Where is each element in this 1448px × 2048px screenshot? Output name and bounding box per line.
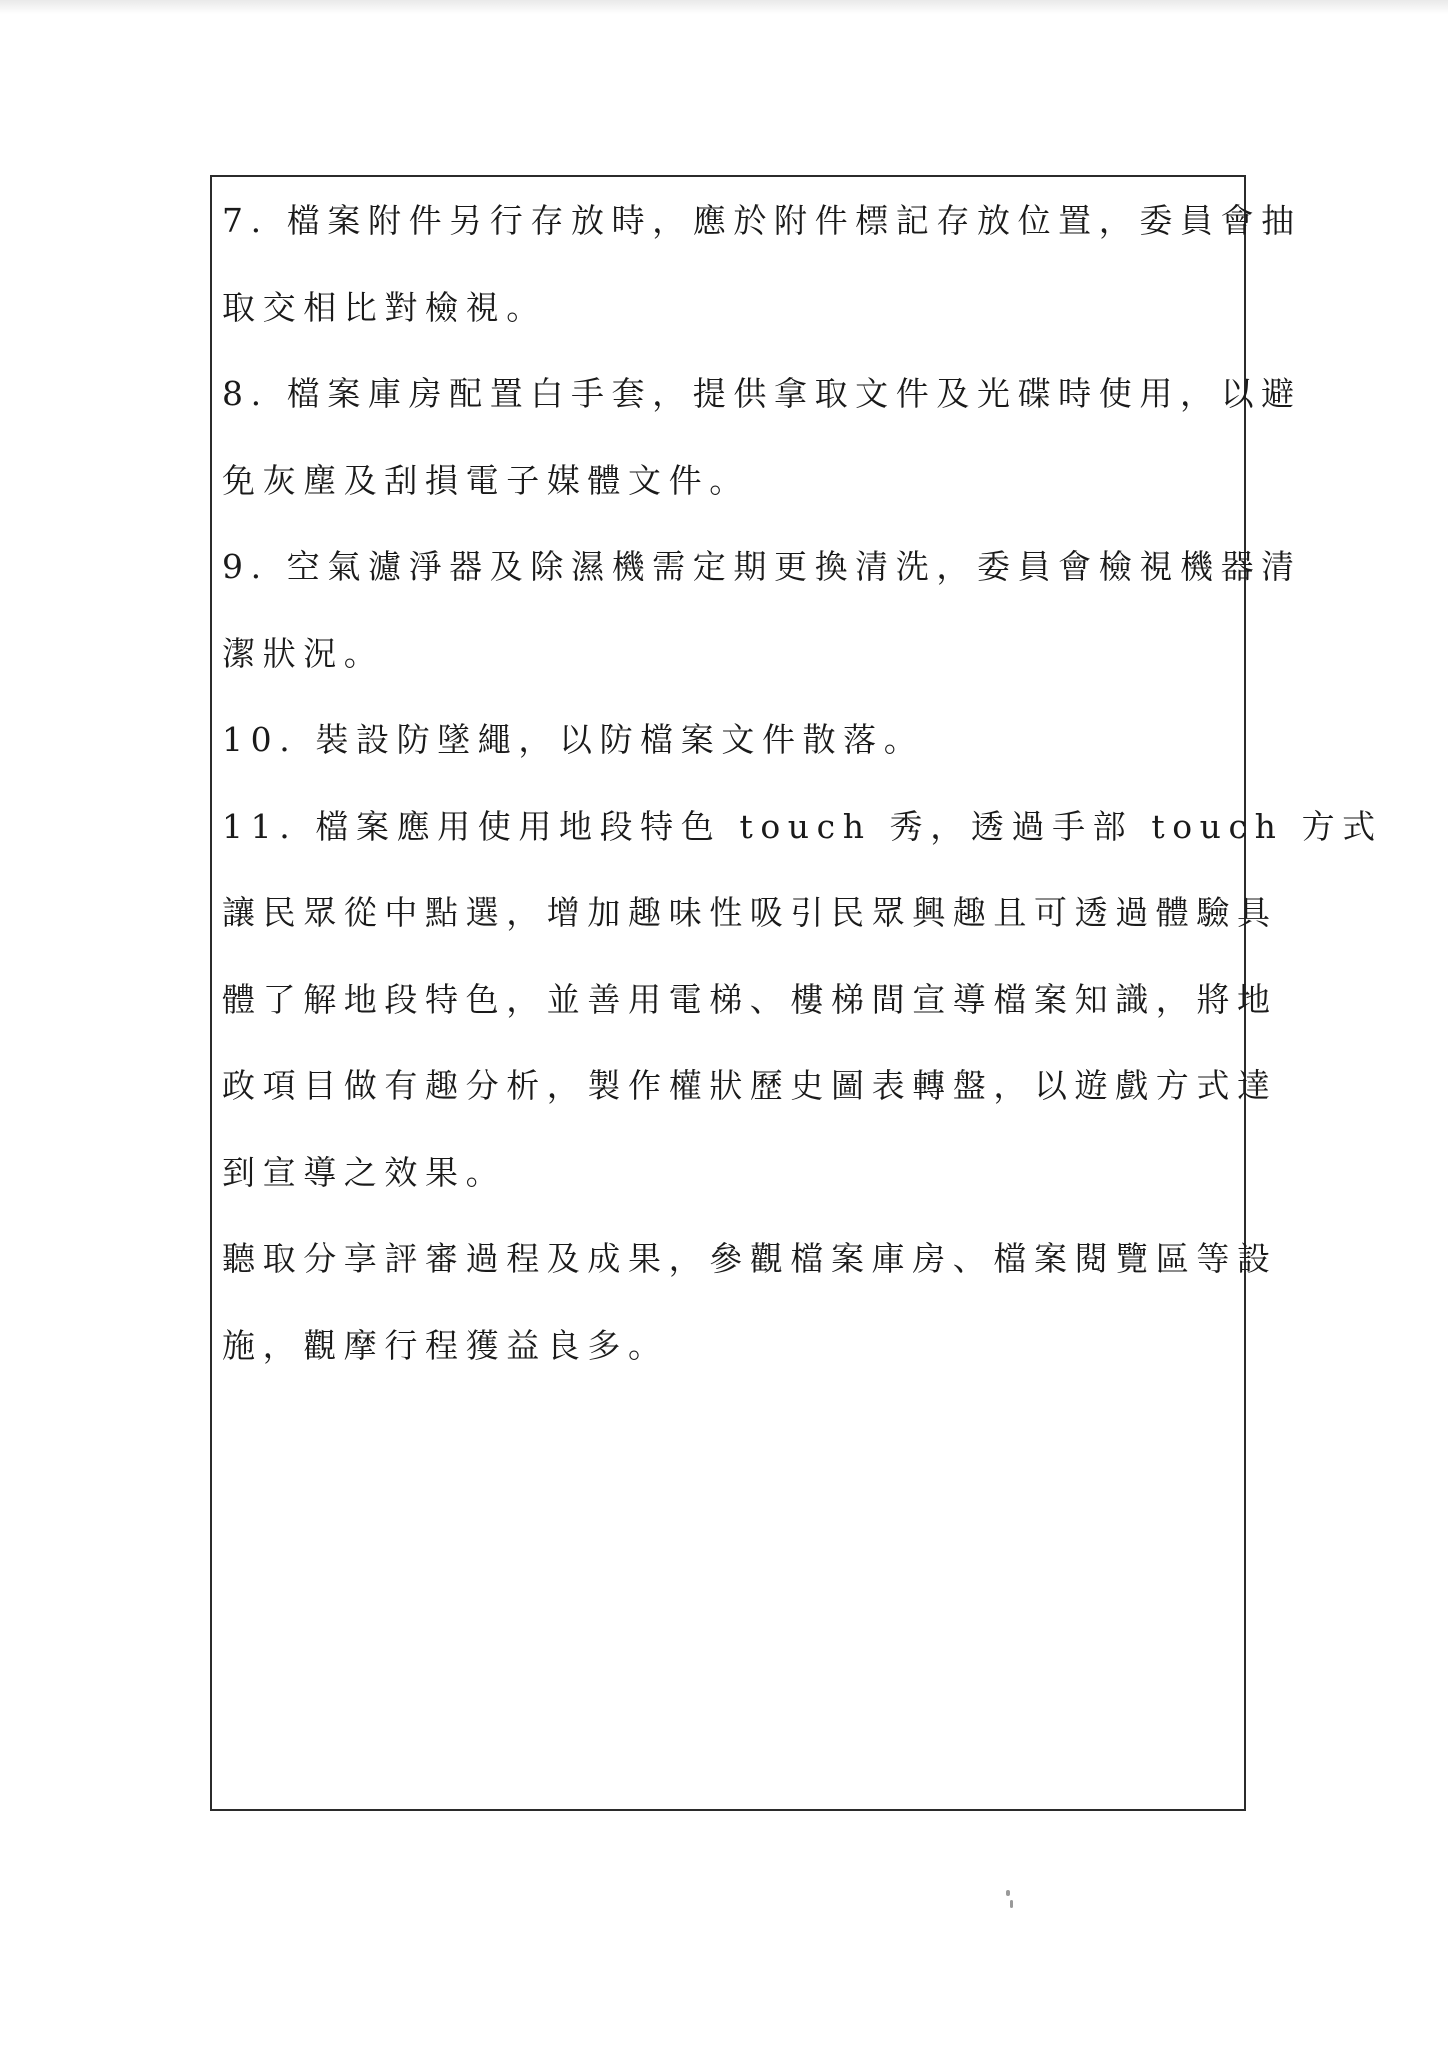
item-11-line-3: 體了解地段特色，並善用電梯、樓梯間宣導檔案知識，將地 <box>222 979 1278 1019</box>
item-7-line-2: 取交相比對檢視。 <box>222 287 547 327</box>
item-9-line-1: 9. 空氣濾淨器及除濕機需定期更換清洗，委員會檢視機器清 <box>222 547 1302 586</box>
scan-speck <box>1006 1890 1010 1896</box>
item-8-line-1: 8. 檔案庫房配置白手套，提供拿取文件及光碟時使用，以避 <box>222 374 1302 413</box>
item-7-line-1: 7. 檔案附件另行存放時，應於附件標記存放位置，委員會抽 <box>222 201 1302 240</box>
item-10-line-1: 10. 裝設防墜繩，以防檔案文件散落。 <box>222 720 925 759</box>
item-9-line-2: 潔狀況。 <box>222 633 385 673</box>
summary-line-1: 聽取分享評審過程及成果，參觀檔案庫房、檔案閱覽區等設 <box>222 1239 1278 1278</box>
document-body <box>222 191 1383 1402</box>
summary-line-2: 施，觀摩行程獲益良多。 <box>222 1325 669 1365</box>
item-11-line-5: 到宣導之效果。 <box>222 1152 507 1192</box>
scan-speck <box>1010 1900 1013 1908</box>
item-8-line-2: 免灰塵及刮損電子媒體文件。 <box>222 460 750 500</box>
document-frame <box>210 175 1383 1811</box>
scan-shadow <box>0 0 1448 14</box>
item-11-line-2: 讓民眾從中點選，增加趣味性吸引民眾興趣且可透過體驗具 <box>222 893 1278 932</box>
item-11-line-1: 11. 檔案應用使用地段特色 touch 秀，透過手部 touch 方式 <box>222 806 1383 846</box>
item-11-line-4: 政項目做有趣分析，製作權狀歷史圖表轉盤，以遊戲方式達 <box>222 1066 1278 1105</box>
